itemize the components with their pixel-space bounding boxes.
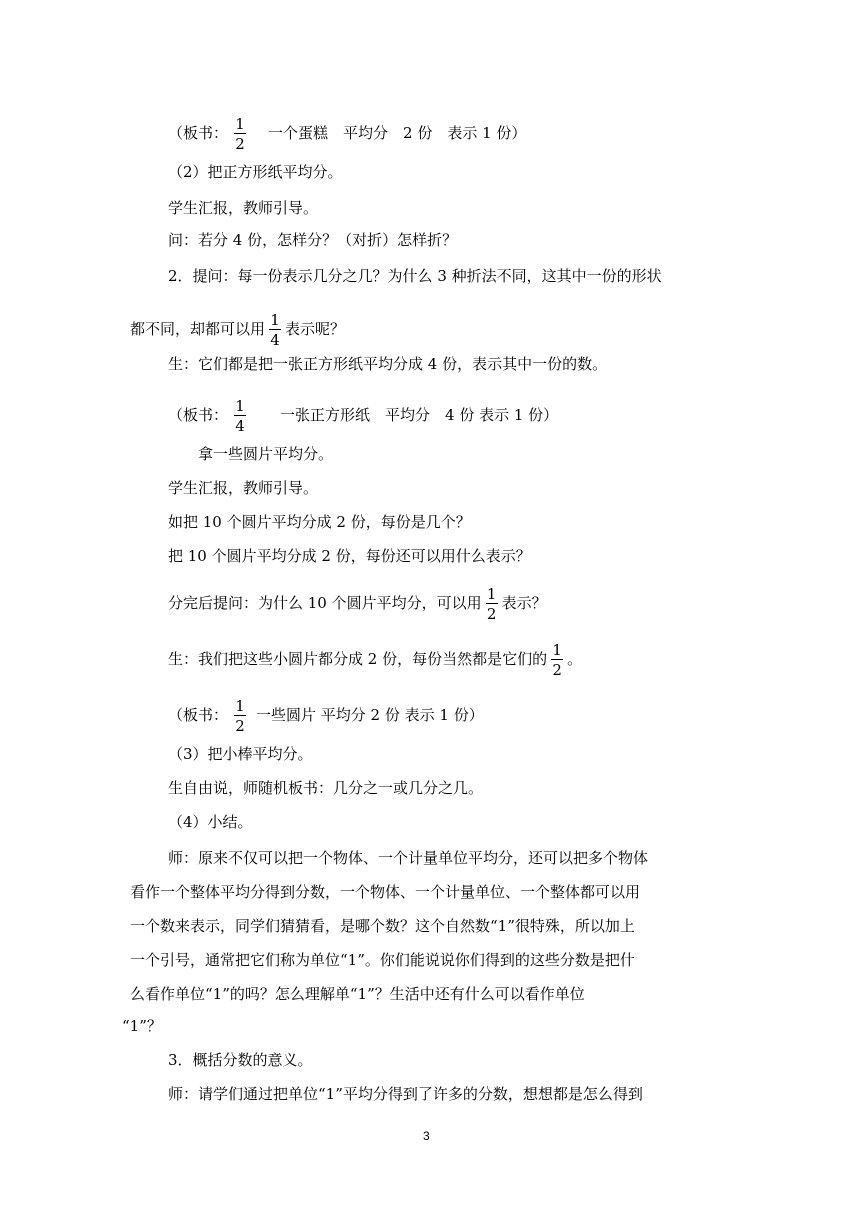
page-number: 3 [423, 1129, 430, 1143]
fraction: $\frac{1}{4}$ [235, 397, 245, 435]
text-line: （板书： $\frac{1}{4}$ 一张正方形纸 平均分 4 份 表示 1 份） [168, 397, 559, 435]
text-line: 拿一些圆片平均分。 [198, 445, 334, 463]
fraction: $\frac{1}{2}$ [235, 697, 245, 735]
fraction: $\frac{1}{2}$ [235, 115, 245, 153]
text-line: 学生汇报，教师引导。 [168, 199, 319, 217]
text-line: （板书： $\frac{1}{2}$ 一些圆片 平均分 2 份 表示 1 份） [168, 697, 484, 735]
text-line: 师：请学们通过把单位“1”平均分得到了许多的分数，想想都是怎么得到 [168, 1085, 643, 1103]
text-line: （板书： $\frac{1}{2}$ 一个蛋糕 平均分 2 份 表示 1 份） [168, 115, 527, 153]
text-line: 生：我们把这些小圆片都分成 2 份，每份当然都是它们的 $\frac{1}{2}$ 。 [168, 641, 583, 679]
text-line: “1”？ [122, 1017, 162, 1035]
fraction: $\frac{1}{4}$ [270, 311, 280, 349]
text-line: 一个引号，通常把它们称为单位“1”。你们能说说你们得到的这些分数是把什 [130, 951, 635, 969]
text-line: （2）把正方形纸平均分。 [168, 163, 343, 181]
text-line: 师：原来不仅可以把一个物体、一个计量单位平均分，还可以把多个物体 [168, 849, 649, 867]
text-line: 3．概括分数的意义。 [168, 1051, 313, 1069]
text-line: （3）把小棒平均分。 [168, 745, 313, 763]
text-line: 把 10 个圆片平均分成 2 份，每份还可以用什么表示？ [168, 547, 531, 565]
text-line: 一个数来表示，同学们猜猜看，是哪个数？这个自然数“1”很特殊，所以加上 [130, 917, 635, 935]
text-line: 学生汇报，教师引导。 [168, 479, 319, 497]
text-line: 生：它们都是把一张正方形纸平均分成 4 份，表示其中一份的数。 [168, 355, 608, 373]
text-line: 都不同，却都可以用 $\frac{1}{4}$ 表示呢？ [130, 311, 346, 349]
fraction: $\frac{1}{2}$ [486, 585, 497, 623]
text-line: 如把 10 个圆片平均分成 2 份，每份是几个？ [168, 513, 471, 531]
text-line: 分完后提问：为什么 10 个圆片平均分，可以用 $\frac{1}{2}$ 表示？ [168, 585, 547, 623]
text-line: 问：若分 4 份，怎样分？（对折）怎样折？ [168, 231, 458, 249]
text-line: 么看作单位“1”的吗？怎么理解单“1”？生活中还有什么可以看作单位 [130, 985, 585, 1003]
text-line: 2．提问：每一份表示几分之几？为什么 3 种折法不同，这其中一份的形状 [168, 267, 662, 285]
fraction: $\frac{1}{2}$ [552, 641, 562, 679]
text-line: （4）小结。 [168, 813, 253, 831]
text-line: 生自由说，师随机板书：几分之一或几分之几。 [168, 779, 484, 797]
text-line: 看作一个整体平均分得到分数，一个物体、一个计量单位、一个整体都可以用 [130, 883, 641, 901]
